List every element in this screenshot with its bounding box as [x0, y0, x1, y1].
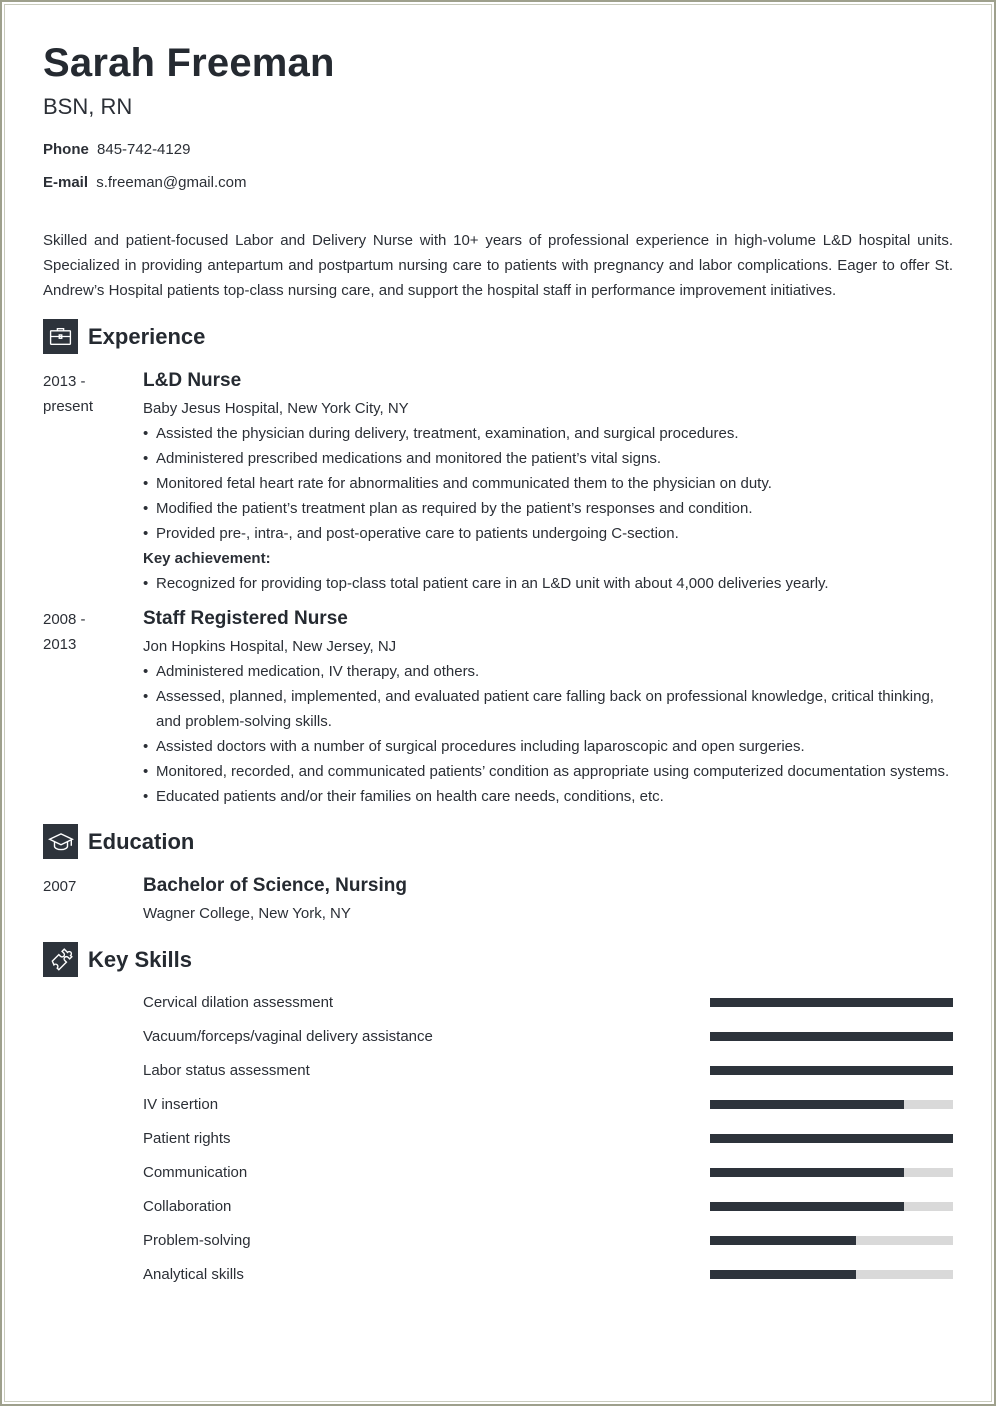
- job-body: [143, 368, 953, 596]
- briefcase-icon: [43, 319, 78, 354]
- email-value: s.freeman@gmail.com: [96, 174, 247, 191]
- job-title: Staff Registered Nurse: [143, 608, 348, 629]
- email-label: E-mail: [43, 174, 89, 191]
- education-section-header: [43, 824, 953, 859]
- skill-level-fill: [710, 1066, 953, 1075]
- experience-title: Experience: [88, 323, 206, 349]
- job-date-start: 2008 -: [43, 611, 86, 628]
- puzzle-icon: [43, 942, 78, 977]
- skill-row: [143, 1257, 953, 1291]
- job-entry: [43, 368, 953, 596]
- candidate-name: Sarah Freeman: [43, 41, 335, 85]
- skill-row: [143, 1155, 953, 1189]
- skill-level-bar: [710, 1202, 953, 1211]
- skill-level-bar: [710, 1100, 953, 1109]
- education-body: [143, 873, 953, 926]
- skill-name: Collaboration: [143, 1197, 232, 1215]
- contact-block: [43, 140, 953, 206]
- phone-value: 845-742-4129: [97, 141, 191, 158]
- job-duty-item: • Provided pre-, intra-, and post-operative care to patients undergoing C-section.: [143, 521, 953, 546]
- skill-level-fill: [710, 1134, 953, 1143]
- job-duties: [143, 421, 953, 546]
- skill-name: Problem-solving: [143, 1231, 251, 1249]
- education-school: Wagner College, New York, NY: [143, 905, 351, 922]
- skill-level-fill: [710, 1168, 904, 1177]
- key-achievement-list: [143, 571, 953, 596]
- skill-name: Analytical skills: [143, 1265, 244, 1283]
- job-duty-item: • Administered prescribed medications and monitored the patient’s vital signs.: [143, 446, 953, 471]
- skill-level-fill: [710, 998, 953, 1007]
- skill-row: [143, 1189, 953, 1223]
- skill-row: [143, 1019, 953, 1053]
- skills-section-header: [43, 942, 953, 977]
- skill-level-fill: [710, 1202, 904, 1211]
- skill-level-fill: [710, 1236, 856, 1245]
- job-duty-item: • Assessed, planned, implemented, and evaluated patient care falling back on professional knowledge, critical thinking, and problem-solving skills.: [143, 684, 953, 734]
- skill-row: [143, 1087, 953, 1121]
- skill-row: [143, 1121, 953, 1155]
- skill-name: Communication: [143, 1163, 248, 1181]
- job-date-end: present: [43, 398, 94, 415]
- skill-name: Cervical dilation assessment: [143, 993, 334, 1011]
- skill-name: Labor status assessment: [143, 1061, 310, 1079]
- job-date-end: 2013: [43, 636, 77, 653]
- job-duty-item: • Monitored fetal heart rate for abnormalities and communicated them to the physician on duty.: [143, 471, 953, 496]
- job-duty-item: • Administered medication, IV therapy, and others.: [143, 659, 953, 684]
- education-date: 2007: [43, 878, 77, 895]
- skill-level-bar: [710, 1168, 953, 1177]
- education-list: [43, 873, 953, 926]
- job-duty-item: • Assisted doctors with a number of surgical procedures including laparoscopic and open surgeries.: [143, 734, 953, 759]
- job-duty-item: • Modified the patient’s treatment plan as required by the patient’s responses and condition.: [143, 496, 953, 521]
- skill-level-fill: [710, 1100, 904, 1109]
- contact-email: [43, 173, 953, 206]
- skill-name: Vacuum/forceps/vaginal delivery assistance: [143, 1027, 433, 1045]
- job-duty-item: • Educated patients and/or their families on health care needs, conditions, etc.: [143, 784, 953, 809]
- experience-section-header: [43, 319, 953, 354]
- job-dates: [43, 606, 143, 809]
- skill-level-bar: [710, 998, 953, 1007]
- key-achievement-label: Key achievement:: [143, 550, 271, 567]
- education-entry: [43, 873, 953, 926]
- skill-level-bar: [710, 1066, 953, 1075]
- job-company: Jon Hopkins Hospital, New Jersey, NJ: [143, 638, 397, 655]
- skill-name: IV insertion: [143, 1095, 219, 1113]
- job-date-start: 2013 -: [43, 373, 86, 390]
- job-dates: [43, 368, 143, 596]
- education-degree: Bachelor of Science, Nursing: [143, 875, 407, 896]
- job-entry: [43, 606, 953, 809]
- skill-level-bar: [710, 1270, 953, 1279]
- skill-name: Patient rights: [143, 1129, 231, 1147]
- skill-level-fill: [710, 1270, 856, 1279]
- job-duties: [143, 659, 953, 809]
- skill-row: [143, 1223, 953, 1257]
- skills-list: [143, 985, 953, 1291]
- education-title: Education: [88, 828, 195, 854]
- key-achievement-item: • Recognized for providing top-class total patient care in an L&D unit with about 4,000 deliveries yearly.: [143, 571, 953, 596]
- skill-level-bar: [710, 1236, 953, 1245]
- job-duty-item: • Assisted the physician during delivery, treatment, examination, and surgical procedures.: [143, 421, 953, 446]
- skill-level-bar: [710, 1134, 953, 1143]
- phone-label: Phone: [43, 141, 89, 158]
- job-duty-item: • Monitored, recorded, and communicated patients’ condition as appropriate using computerized documentation systems.: [143, 759, 953, 784]
- skill-row: [143, 1053, 953, 1087]
- graduation-cap-icon: [43, 824, 78, 859]
- job-company: Baby Jesus Hospital, New York City, NY: [143, 400, 409, 417]
- job-body: [143, 606, 953, 809]
- skill-level-fill: [710, 1032, 953, 1041]
- job-title: L&D Nurse: [143, 370, 242, 391]
- skill-level-bar: [710, 1032, 953, 1041]
- profile-summary: Skilled and patient-focused Labor and Delivery Nurse with 10+ years of professional experience in high-volume L&D hospital units. Specialized in providing antepartum and postpartum nursing care to patients with pregnancy and labor complications. Eager to offer St. Andrew’s Hospital patients top-class nursing care, and support the hospital staff in performance improvement initiatives.: [43, 232, 953, 299]
- skill-row: [143, 985, 953, 1019]
- contact-phone: [43, 140, 953, 173]
- experience-list: [43, 368, 953, 809]
- candidate-credentials: BSN, RN: [43, 94, 133, 119]
- skills-title: Key Skills: [88, 946, 192, 972]
